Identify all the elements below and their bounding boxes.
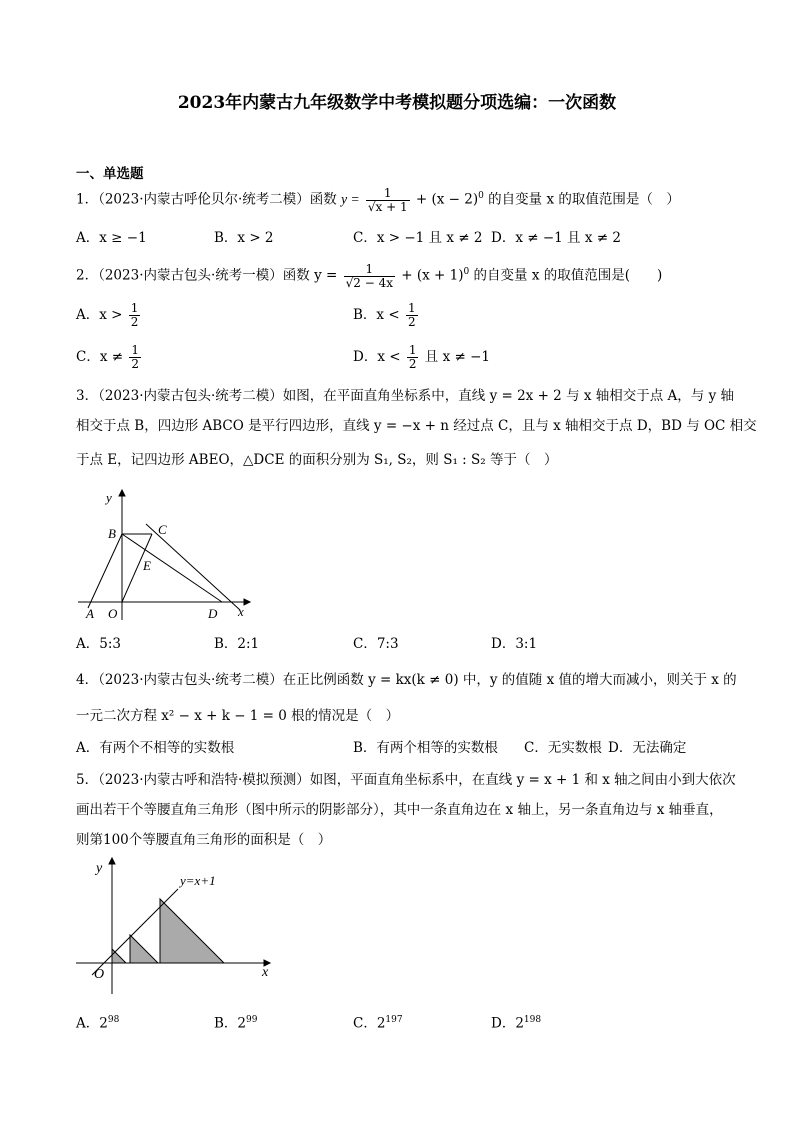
q5-label-o: O: [94, 967, 105, 982]
q5-line-3: 则第100个等腰直角三角形的面积是（ ）: [76, 832, 332, 848]
q1-frac-num: 1: [366, 187, 410, 201]
q5-option-b-base: B．2: [214, 1015, 247, 1032]
q3-line-3: 于点 E，记四边形 ABEO，△DCE 的面积分别为 S₁, S₂，则 S₁ : S₂ 等于（ ）: [76, 452, 558, 468]
q3-line-ab: [88, 534, 122, 608]
q3-option-a: A．5:3: [76, 636, 121, 652]
q3-y-arrow: [119, 490, 125, 496]
q1-stem-post: 的自变量 x 的取值范围是（ ）: [488, 191, 680, 208]
q2-option-b: [353, 302, 420, 329]
q3-x-arrow: [244, 599, 250, 605]
q5-triangle-2: [130, 935, 158, 963]
q2-stem-post: 的自变量 x 的取值范围是( ): [473, 267, 663, 284]
q5-label-line: y=x+1: [180, 873, 216, 888]
q1-fraction: [366, 187, 410, 214]
q1-stem: [76, 186, 680, 214]
q5-option-b-exp: 99: [246, 1015, 258, 1025]
q5-option-c-exp: 197: [385, 1015, 403, 1025]
q3-line-2: 相交于点 B，四边形 ABCO 是平行四边形，直线 y = −x + n 经过点 C，且与 x 轴相交于点 D，BD 与 OC 相交: [76, 418, 757, 434]
q2-option-a: [76, 302, 142, 329]
q4-line-2: 一元二次方程 x² − x + k − 1 = 0 根的情况是（ ）: [76, 708, 400, 724]
q2-option-d-post: 且 x ≠ −1: [424, 349, 490, 365]
q1-exp: 0: [478, 191, 484, 201]
q2-option-a-num: 1: [130, 301, 139, 315]
q2-option-b-den: 2: [407, 315, 416, 329]
q2-option-d-frac: [407, 344, 419, 371]
q5-option-b: [214, 1010, 257, 1034]
q1-frac-den: √x + 1: [367, 199, 408, 214]
q2-option-b-num: 1: [407, 301, 416, 315]
q2-option-c: [76, 344, 143, 371]
q2-frac-den: √2 − 4x: [345, 275, 393, 290]
q3-line-1: 3．（2023·内蒙古包头·统考二模）如图，在平面直角坐标系中，直线 y = 2x + 2 与 x 轴相交于点 A，与 y 轴: [76, 388, 735, 404]
page-title: 2023年内蒙古九年级数学中考模拟题分项选编：一次函数: [177, 93, 617, 113]
q5-triangle-3: [160, 899, 224, 963]
q3-figure: [74, 484, 260, 622]
q2-option-c-frac: [129, 344, 141, 371]
q5-option-d-base: D．2: [491, 1015, 524, 1032]
q2-option-d: [353, 344, 490, 371]
q3-label-b: B: [108, 526, 116, 541]
q5-triangle-1: [112, 949, 126, 963]
q5-label-y: y: [96, 861, 103, 876]
q5-y-arrow: [109, 858, 115, 864]
q2-option-d-num: 1: [408, 343, 417, 357]
q5-line-1: 5．（2023·内蒙古呼和浩特·模拟预测）如图，平面直角坐标系中，在直线 y = x + 1 和 x 轴之间由小到大依次: [76, 772, 736, 788]
q3-label-c: C: [158, 522, 167, 537]
q2-frac-num: 1: [344, 263, 395, 277]
q3-option-d: D．3:1: [491, 636, 538, 652]
q2-option-d-den: 2: [408, 357, 417, 371]
q1-formula-tail: + (x − 2): [415, 191, 479, 208]
q2-option-c-pre: C．x ≠: [76, 349, 124, 365]
q5-figure: [74, 852, 278, 998]
q2-option-c-num: 1: [131, 343, 139, 357]
q3-option-c: C．7:3: [353, 636, 399, 652]
section-heading: 一、单选题: [76, 166, 144, 182]
q1-option-b: B．x > 2: [214, 230, 274, 246]
q2-option-a-pre: A．x >: [76, 307, 123, 323]
q5-option-d-exp: 198: [523, 1015, 542, 1025]
q5-option-d: [491, 1010, 541, 1034]
q2-option-b-frac: [406, 302, 418, 329]
q2-option-a-frac: [129, 302, 141, 329]
q5-label-x: x: [262, 965, 269, 980]
q4-option-a: A．有两个不相等的实数根: [76, 740, 235, 756]
q1-formula-y: y =: [341, 191, 360, 207]
q2-option-c-den: 2: [131, 357, 139, 371]
q3-label-d: D: [208, 606, 218, 621]
q2-option-a-den: 2: [130, 315, 139, 329]
q2-formula-tail: + (x + 1): [401, 267, 464, 284]
q4-line-1: 4．（2023·内蒙古包头·统考二模）在正比例函数 y = kx(k ≠ 0) 中，y 的值随 x 值的增大而减小，则关于 x 的: [76, 672, 737, 688]
q3-label-a: A: [86, 606, 94, 621]
q3-label-y: y: [106, 490, 112, 505]
q2-stem: [76, 262, 662, 290]
q2-fraction: [344, 263, 395, 290]
q4-option-d: D．无法确定: [608, 740, 687, 756]
q2-option-b-pre: B．x <: [353, 307, 400, 323]
q1-option-c: C．x > −1 且 x ≠ 2: [353, 230, 483, 246]
q2-exp: 0: [463, 267, 470, 277]
q5-option-c-base: C．2: [353, 1015, 386, 1032]
q1-stem-pre: 1．（2023·内蒙古呼伦贝尔·统考二模）函数: [76, 191, 337, 208]
q1-option-a: A．x ≥ −1: [76, 230, 147, 246]
q2-option-d-pre: D．x <: [353, 349, 401, 365]
q3-label-o: O: [108, 606, 118, 621]
q4-option-c: C．无实数根: [524, 740, 602, 756]
q3-option-b: B．2:1: [214, 636, 260, 652]
q1-option-d: D．x ≠ −1 且 x ≠ 2: [491, 230, 621, 246]
q3-label-x: x: [238, 604, 244, 619]
q4-option-b: B．有两个相等的实数根: [353, 740, 498, 756]
q5-line-2: 画出若干个等腰直角三角形（图中所示的阴影部分），其中一条直角边在 x 轴上，另一条直角边与 x 轴垂直，: [76, 802, 723, 818]
q5-option-a: [76, 1010, 119, 1034]
q5-option-a-base: A．2: [76, 1015, 108, 1032]
q3-label-e: E: [143, 558, 151, 573]
q2-stem-pre: 2．（2023·内蒙古包头·统考一模）函数 y =: [76, 267, 338, 284]
q5-option-c: [353, 1010, 403, 1034]
q5-option-a-exp: 98: [107, 1015, 120, 1025]
